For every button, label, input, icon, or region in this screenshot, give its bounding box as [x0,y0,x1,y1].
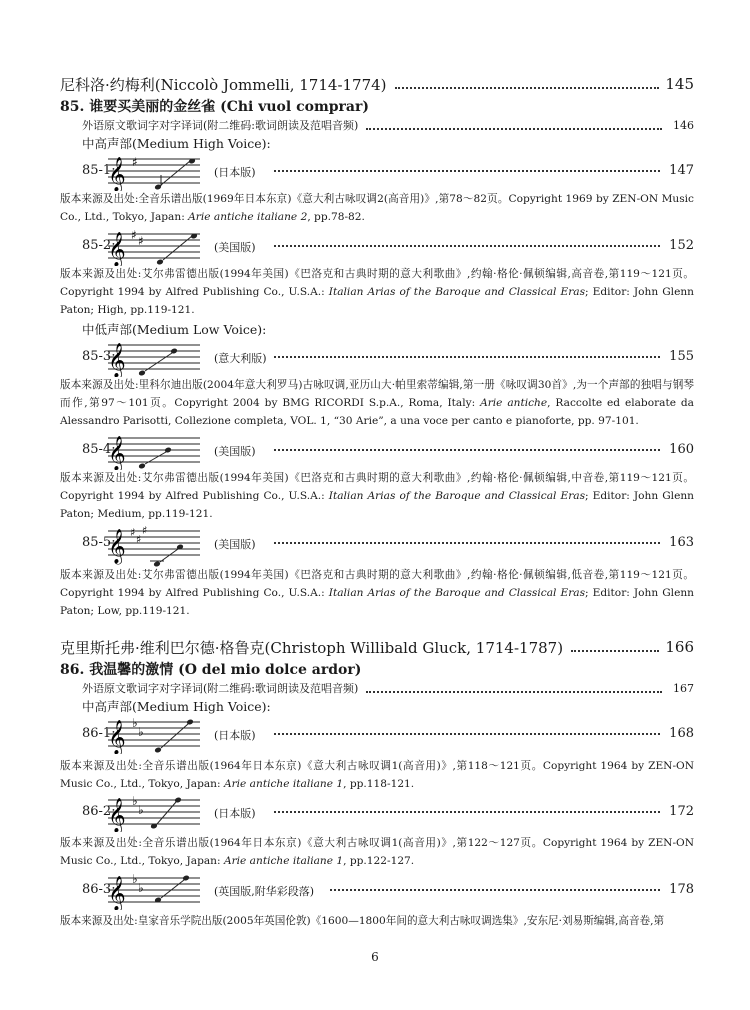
page-number: 168 [669,726,694,741]
sharp-icon: ♯ [130,526,136,539]
voice-heading: 中低声部(Medium Low Voice): [82,322,267,337]
source-note: 版本来源及出处:全音乐谱出版(1969年日本东京)《意大利古咏叹调2(高音用)》,第78～82页。Copyright 1969 by ZEN-ON Music Co., Ltd., Tokyo, Japan: Arie antiche italiane 2, pp.78-82. [60,193,694,223]
sharp-icon: ♯ [136,533,142,546]
edition-label: (日本版) [214,166,256,179]
page-number: 155 [669,349,694,364]
composer-title: 尼科洛·约梅利(Niccolò Jommelli, 1714-1774) [60,75,387,94]
translation-label: 外语原文歌词字对字译词(附二维码:歌词朗读及范唱音频) [82,682,359,695]
score-entry[interactable] [82,523,694,563]
treble-clef-icon: 𝄞 [108,436,126,470]
sharp-icon: ♯ [142,524,148,537]
song-title: 85. 谁要买美丽的金丝雀 (Chi vuol comprar) [60,99,369,115]
source-note: 版本来源及出处:皇家音乐学院出版(2005年英国伦敦)《1600—1800年间的意大利古咏叹调选集》,安东尼·刘易斯编辑,高音卷,第 [60,915,665,927]
flat-icon: ♭ [132,794,138,808]
dot-leader [395,87,660,89]
song-title: 86. 我温馨的激情 (O del mio dolce ardor) [60,662,362,678]
score-entry[interactable] [82,714,694,754]
music-incipit [108,714,208,754]
source-note: 版本来源及出处:全音乐谱出版(1964年日本东京)《意大利古咏叹调1(高音用)》,第118～121页。Copyright 1964 by ZEN-ON Music Co., Ltd., Tokyo, Japan: Arie antiche italiane 1, pp.118-121. [60,760,694,790]
page-number: 167 [673,681,694,695]
score-entry[interactable] [82,792,694,832]
page-number: 147 [669,163,694,178]
entry-label: 85-4: [82,442,116,457]
treble-clef-icon: 𝄞 [108,876,126,910]
score-entry[interactable] [82,430,694,470]
composer-title: 克里斯托弗·维利巴尔德·格鲁克(Christoph Willibald Gluck, 1714-1787) [60,638,564,657]
entry-label: 85-1: [82,163,116,178]
flat-icon: ♭ [132,716,138,730]
score-entry[interactable] [82,226,694,266]
entry-label: 85-3: [82,349,116,364]
range-line [145,353,172,371]
treble-clef-icon: 𝄞 [108,798,126,832]
page-number: 145 [665,75,694,93]
flat-icon: ♭ [138,725,144,739]
source-note: 版本来源及出处:艾尔弗雷德出版(1994年美国)《巴洛克和古典时期的意大利歌曲》,约翰·格伦·佩顿编辑,中音卷,第119～121页。Copyright 1994 by Alfred Publishing Co., U.S.A.: Italian Arias of the Baroque and Classical Eras; Editor: John Glenn Paton; Medium, pp.119-121. [60,472,694,520]
dot-leader [571,650,659,652]
range-line [157,802,176,824]
music-incipit [108,792,208,832]
page-number: 163 [669,535,694,550]
music-incipit [108,337,208,377]
score-entry[interactable] [82,337,694,377]
translation-entry[interactable] [82,679,694,697]
edition-label: (日本版) [214,729,256,742]
entry-label: 86-2: [82,804,116,819]
composer-heading[interactable] [60,73,694,95]
page-number: 146 [673,118,694,132]
page-number: 166 [665,638,694,656]
sharp-icon: ♯ [131,228,137,242]
page-number: 152 [669,238,694,253]
edition-label: (美国版) [214,241,256,254]
note-head [154,747,162,754]
sharp-icon: ♯ [138,234,144,248]
dot-leader [366,691,662,693]
dot-leader [366,128,662,130]
range-line [161,880,184,898]
dot-leader [274,245,660,247]
flat-icon: ♭ [138,881,144,895]
music-incipit [108,430,208,470]
edition-label: (英国版,附华彩段落) [214,885,315,898]
score-entry[interactable] [82,151,694,191]
page-footer-number: 6 [371,950,379,964]
music-incipit [108,523,208,571]
music-incipit [108,151,208,191]
score-entry[interactable] [82,870,694,910]
treble-clef-icon: 𝄞 [108,157,126,191]
edition-label: (日本版) [214,807,256,820]
edition-label: (美国版) [214,445,256,458]
treble-clef-icon: 𝄞 [108,343,126,377]
page-number: 178 [669,882,694,897]
flat-icon: ♭ [132,872,138,886]
voice-heading: 中高声部(Medium High Voice): [82,136,271,151]
translation-entry[interactable] [82,116,694,134]
sharp-icon: ♯ [132,155,138,169]
dot-leader [274,811,660,813]
voice-heading: 中高声部(Medium High Voice): [82,699,271,714]
source-note: 版本来源及出处:里科尔迪出版(2004年意大利罗马)古咏叹调,亚历山大·帕里索蒂编辑,第一册《咏叹调30首》,为一个声部的独唱与钢琴而作,第97～101页。Copyright 2004 by BMG RICORDI S.p.A., Roma, Italy: Arie antiche, Raccolte ed elaborate da Alessandro Parisotti, Collezione completa, VOL. 1, “30 Arie”, a una voce per canto e pianoforte, pp. 97-101. [60,379,694,427]
entry-label: 85-5: [82,535,116,550]
edition-label: (意大利版) [214,352,267,365]
music-incipit [108,226,208,266]
source-note: 版本来源及出处:艾尔弗雷德出版(1994年美国)《巴洛克和古典时期的意大利歌曲》,约翰·格伦·佩顿编辑,低音卷,第119～121页。Copyright 1994 by Alfred Publishing Co., U.S.A.: Italian Arias of the Baroque and Classical Eras; Editor: John Glenn Paton; Low, pp.119-121. [60,569,694,617]
dot-leader [274,542,660,544]
dot-leader [274,170,660,172]
dot-leader [274,356,660,358]
dot-leader [274,733,660,735]
entry-label: 85-2: [82,238,116,253]
treble-clef-icon: 𝄞 [108,529,126,564]
treble-clef-icon: 𝄞 [108,720,126,754]
treble-clef-icon: 𝄞 [108,232,126,266]
entry-label: 86-3: [82,882,116,897]
dot-leader [330,889,660,891]
source-note: 版本来源及出处:全音乐谱出版(1964年日本东京)《意大利古咏叹调1(高音用)》,第122～127页。Copyright 1964 by ZEN-ON Music Co., Ltd., Tokyo, Japan: Arie antiche italiane 1, pp.122-127. [60,837,694,867]
dot-leader [274,449,660,451]
page-number: 160 [669,442,694,457]
edition-label: (美国版) [214,538,256,551]
entry-label: 86-1: [82,726,116,741]
composer-heading[interactable] [60,636,694,658]
flat-icon: ♭ [138,803,144,817]
source-note: 版本来源及出处:艾尔弗雷德出版(1994年美国)《巴洛克和古典时期的意大利歌曲》,约翰·格伦·佩顿编辑,高音卷,第119～121页。Copyright 1994 by Alfred Publishing Co., U.S.A.: Italian Arias of the Baroque and Classical Eras; Editor: John Glenn Paton; High, pp.119-121. [60,268,694,316]
translation-label: 外语原文歌词字对字译词(附二维码:歌词朗读及范唱音频) [82,119,359,132]
music-incipit [108,870,208,910]
page-number: 172 [669,804,694,819]
